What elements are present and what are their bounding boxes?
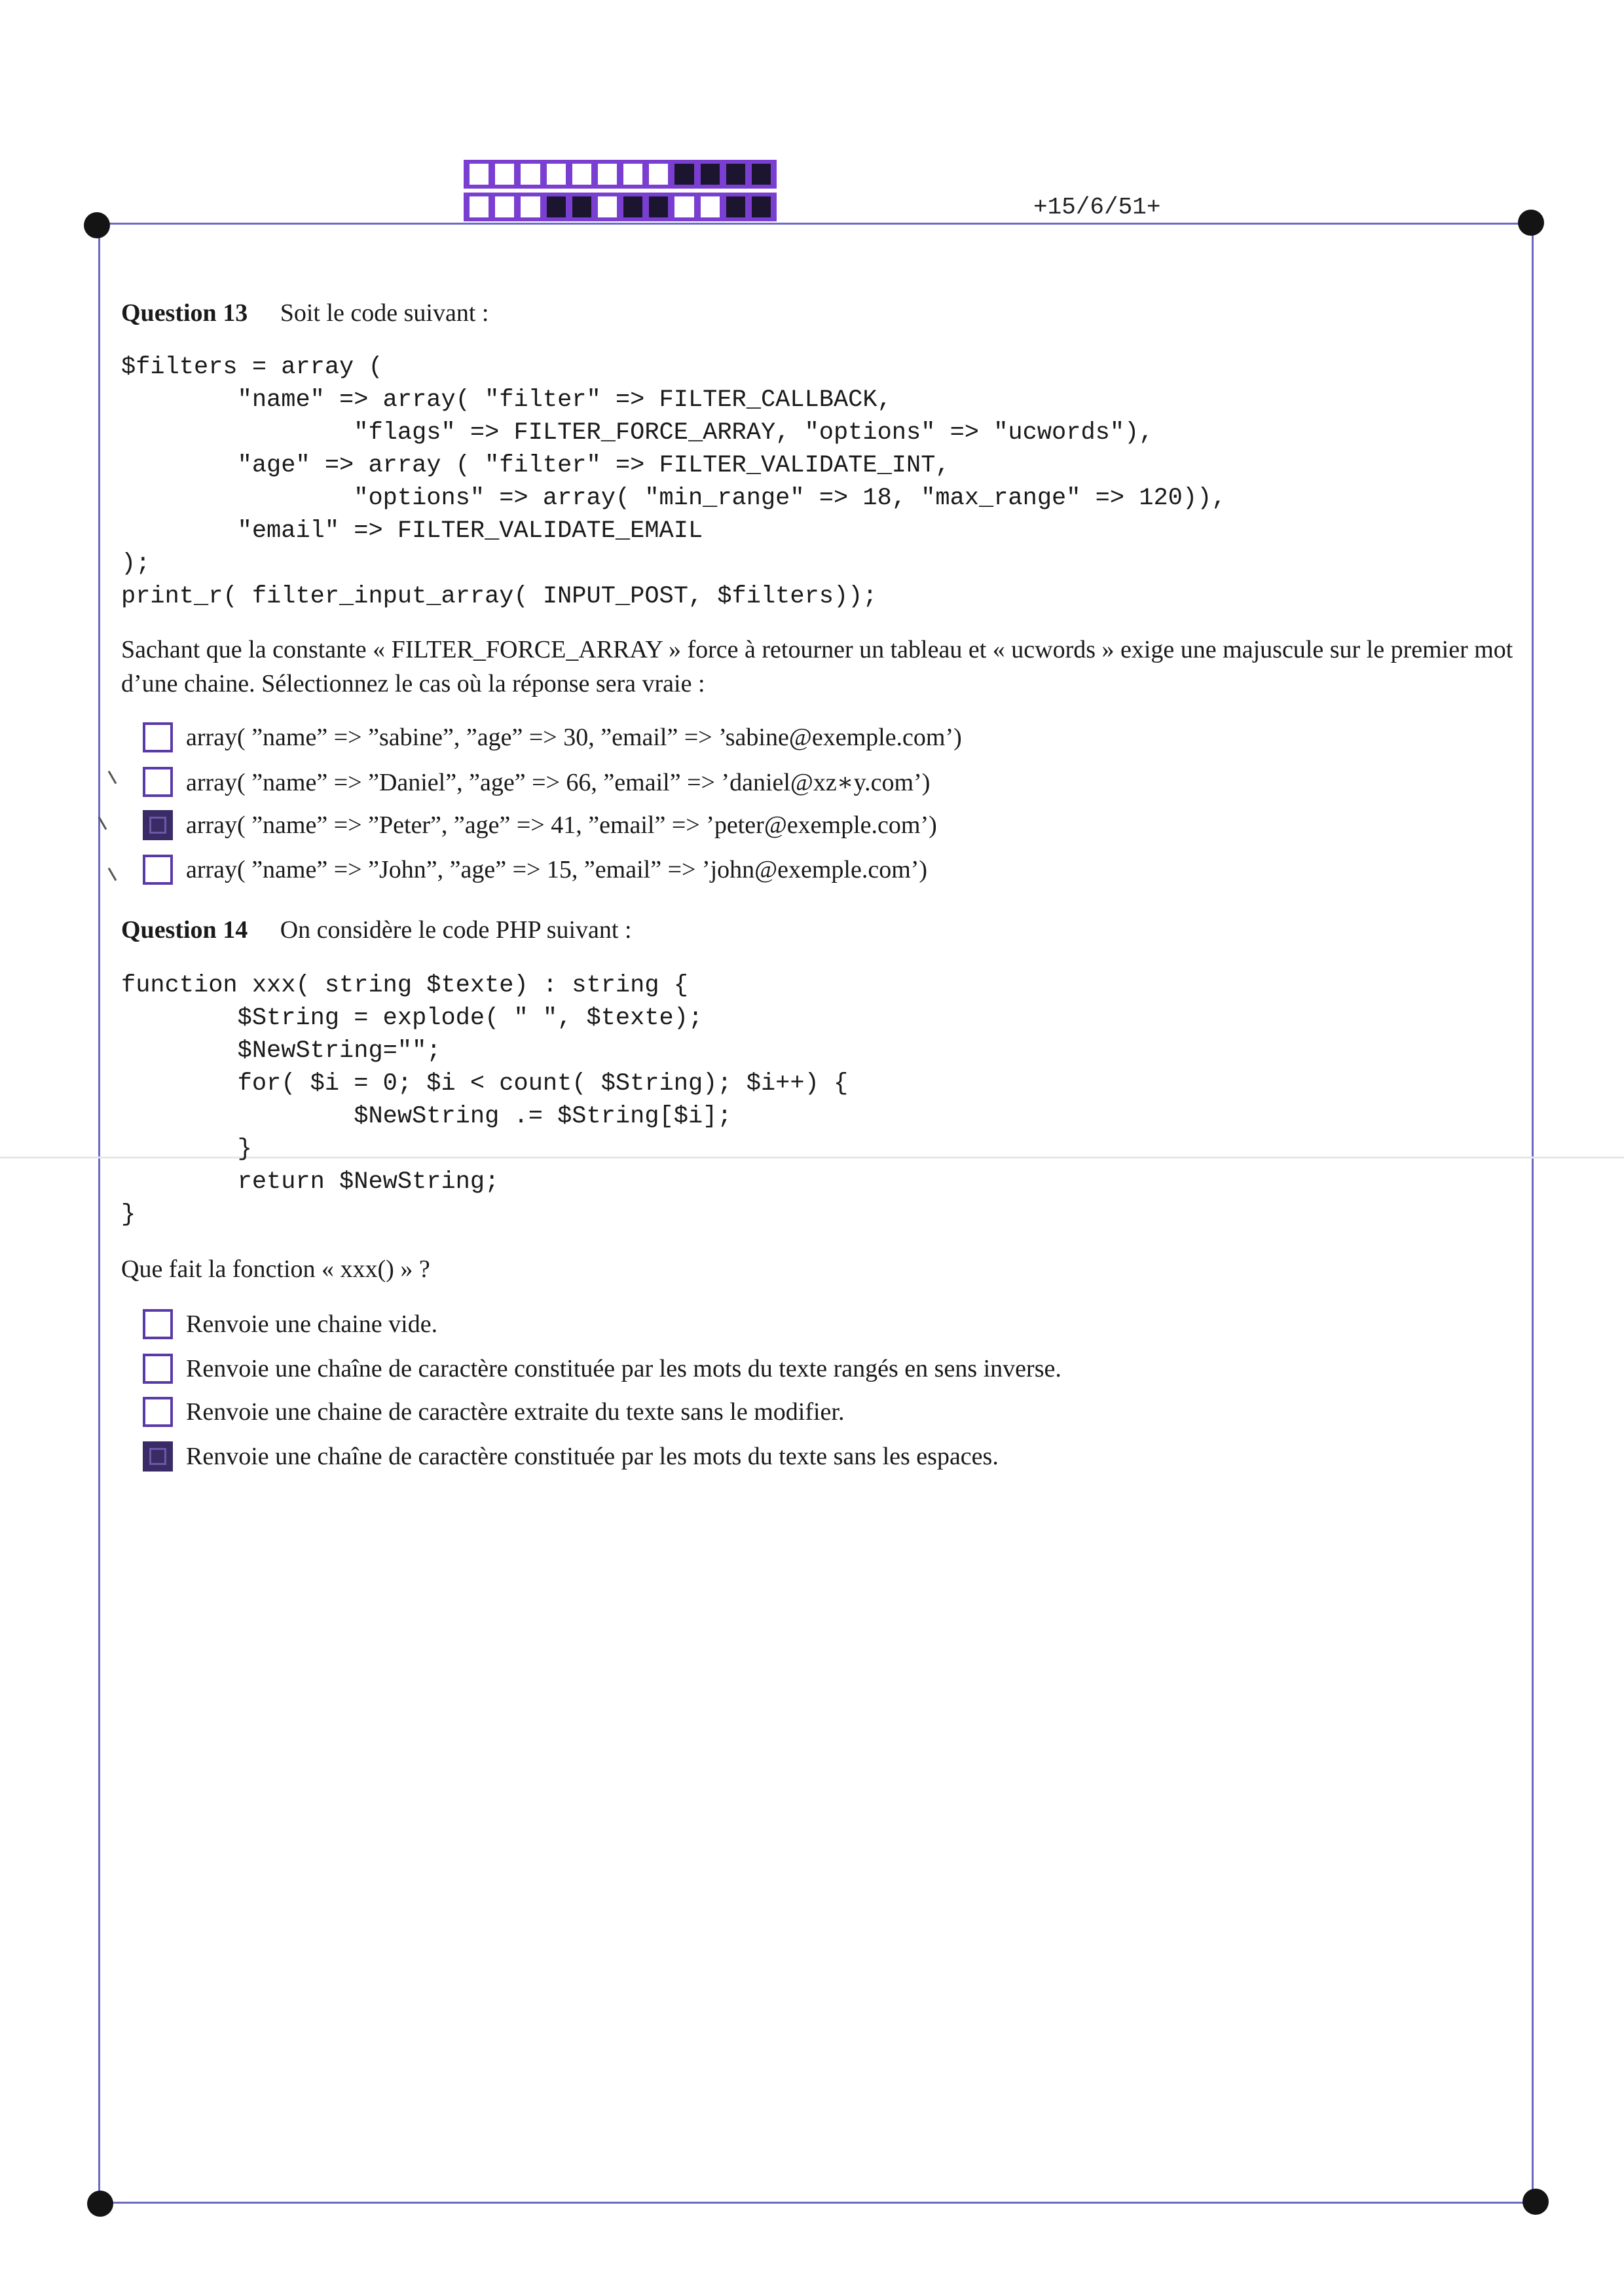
id-box-cell xyxy=(571,162,593,186)
answer-label: array( ”name” => ”Daniel”, ”age” => 66, ”email” => ’daniel@xz∗y.com’) xyxy=(186,768,931,796)
question-14-heading xyxy=(121,916,632,944)
answer-choice[interactable] xyxy=(143,851,927,888)
question-prompt: Soit le code suivant : xyxy=(280,299,489,327)
question-label: Question 13 xyxy=(121,299,248,327)
id-box-cell xyxy=(699,162,721,186)
id-box-cell xyxy=(494,162,515,186)
id-box-cell xyxy=(622,162,644,186)
id-box-cell xyxy=(597,195,618,219)
answer-checkbox[interactable] xyxy=(143,722,173,752)
answer-choice[interactable] xyxy=(143,719,962,756)
answer-label: array( ”name” => ”John”, ”age” => 15, ”email” => ’john@exemple.com’) xyxy=(186,856,928,883)
id-box-cell xyxy=(494,195,515,219)
answer-label: array( ”name” => ”Peter”, ”age” => 41, ”email” => ’peter@exemple.com’) xyxy=(186,811,937,839)
question-text: Que fait la fonction « xxx() » ? xyxy=(121,1255,430,1283)
answer-choice[interactable] xyxy=(143,1306,437,1342)
answer-choice[interactable] xyxy=(143,1394,844,1430)
id-box-cell xyxy=(545,195,567,219)
code-block: $filters = array ( "name" => array( "filter" => FILTER_CALLBACK, "flags" => FILTER_FORCE_ARRAY, "options" => "ucwords"), "age" => array ( "filter" => FILTER_VALIDATE_INT, "options" => array( "min_range" => 18, "max_range" => 120)), "email" => FILTER_VALIDATE_EMAIL ); print_r( filter_input_array( INPUT_POST, $filters)); xyxy=(121,354,1227,610)
question-text: Sachant que la constante « FILTER_FORCE_ARRAY » force à retourner un tableau et « ucwords » exige une majuscule sur le premier mot d’une chaine. Sélectionnez le cas où la réponse sera vraie : xyxy=(121,636,1513,697)
id-box-row-1 xyxy=(464,160,777,189)
answer-checkbox[interactable] xyxy=(143,1354,173,1384)
answer-label: array( ”name” => ”sabine”, ”age” => 30, ”email” => ’sabine@exemple.com’) xyxy=(186,724,962,751)
question-13-heading xyxy=(121,299,489,327)
id-box-cell xyxy=(648,195,669,219)
answer-choice[interactable] xyxy=(143,1350,1061,1387)
answer-checkbox[interactable] xyxy=(143,1441,173,1472)
pen-mark xyxy=(108,868,117,881)
page-code: +15/6/51+ xyxy=(1033,194,1161,221)
id-box-cell xyxy=(597,162,618,186)
id-box-row-2 xyxy=(464,193,777,221)
id-box-cell xyxy=(750,162,772,186)
corner-mark-bottom-right xyxy=(1522,2189,1549,2215)
id-box-cell xyxy=(699,195,721,219)
id-box-cell xyxy=(622,195,644,219)
id-box-cell xyxy=(725,162,747,186)
answer-checkbox[interactable] xyxy=(143,1309,173,1339)
corner-mark-top-left xyxy=(84,212,110,238)
answer-choice[interactable] xyxy=(143,764,930,800)
frame-right-line xyxy=(1532,223,1534,2202)
id-box-cell xyxy=(571,195,593,219)
id-box-cell xyxy=(519,162,541,186)
answer-label: Renvoie une chaine de caractère extraite du texte sans le modifier. xyxy=(186,1398,845,1426)
answer-choice[interactable] xyxy=(143,1438,999,1475)
answer-choice[interactable] xyxy=(143,807,937,843)
id-box-cell xyxy=(673,162,695,186)
answer-label: Renvoie une chaine vide. xyxy=(186,1310,438,1338)
answer-checkbox[interactable] xyxy=(143,1397,173,1427)
id-box-cell xyxy=(673,195,695,219)
corner-mark-bottom-left xyxy=(87,2191,113,2217)
answer-checkbox[interactable] xyxy=(143,767,173,797)
id-box-cell xyxy=(468,162,490,186)
id-box-cell xyxy=(725,195,747,219)
question-prompt: On considère le code PHP suivant : xyxy=(280,916,632,944)
id-box-cell xyxy=(750,195,772,219)
corner-mark-top-right xyxy=(1518,210,1544,236)
question-label: Question 14 xyxy=(121,916,248,944)
code-block: function xxx( string $texte) : string { $String = explode( " ", $texte); $NewString=""; for( $i = 0; $i < count( $String); $i++) { $NewString .= $String[$i]; } return $NewString; } xyxy=(121,972,849,1229)
frame-left-line xyxy=(98,223,100,2202)
pen-mark xyxy=(108,771,117,785)
frame-bottom-line xyxy=(101,2202,1537,2204)
answer-checkbox[interactable] xyxy=(143,810,173,840)
id-box-cell xyxy=(648,162,669,186)
id-box-cell xyxy=(519,195,541,219)
id-box-cell xyxy=(468,195,490,219)
answer-label: Renvoie une chaîne de caractère constituée par les mots du texte sans les espaces. xyxy=(186,1443,999,1470)
answer-checkbox[interactable] xyxy=(143,855,173,885)
frame-top-line xyxy=(98,223,1532,225)
answer-label: Renvoie une chaîne de caractère constituée par les mots du texte rangés en sens inverse. xyxy=(186,1355,1061,1382)
id-box-cell xyxy=(545,162,567,186)
